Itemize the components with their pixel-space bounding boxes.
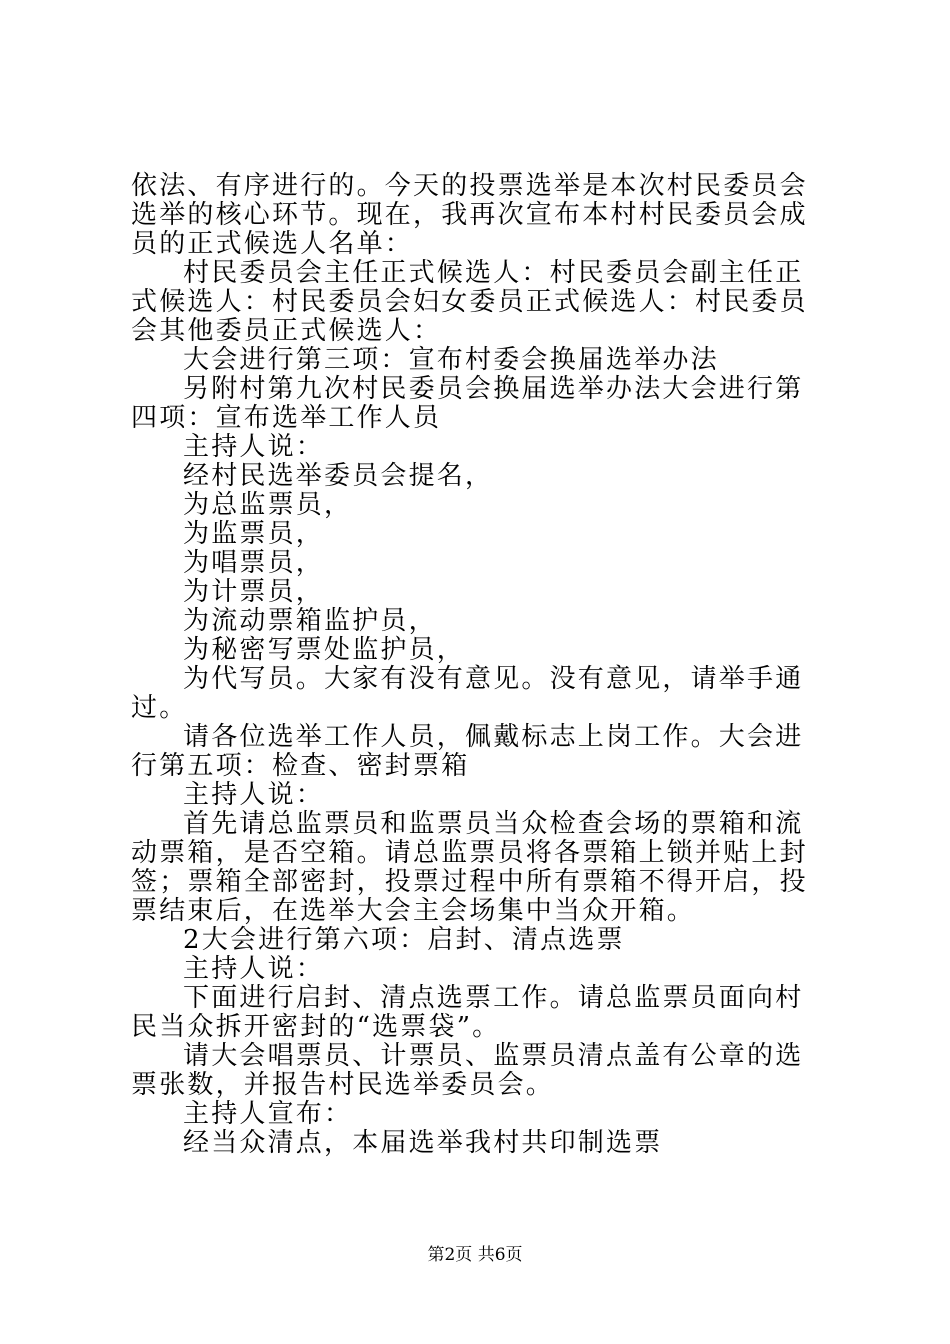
paragraph: 请大会唱票员、计票员、监票员清点盖有公章的选票张数，并报告村民选举委员会。	[131, 1041, 804, 1100]
paragraph: 为总监票员，	[183, 490, 353, 520]
paragraph: 2大会进行第六项：启封、清点选票	[183, 925, 625, 955]
document-body	[131, 172, 831, 1158]
page-number: 第2页 共6页	[427, 1245, 523, 1265]
paragraph: 依法、有序进行的。今天的投票选举是本次村民委员会选举的核心环节。现在，我再次宣布本村村民委员会成员的正式候选人名单：	[131, 171, 808, 259]
paragraph: 为流动票箱监护员，	[183, 606, 437, 636]
paragraph: 主持人说：	[183, 954, 325, 984]
paragraph: 另附村第九次村民委员会换届选举办法大会进行第四项：宣布选举工作人员	[131, 374, 804, 433]
paragraph: 村民委员会主任正式候选人：村民委员会副主任正式候选人：村民委员会妇女委员正式候选人：村民委员会其他委员正式候选人：	[131, 258, 808, 346]
page-footer	[0, 1244, 950, 1266]
paragraph: 下面进行启封、清点选票工作。请总监票员面向村民当众拆开密封的“选票袋”。	[131, 983, 804, 1042]
paragraph: 为监票员，	[183, 519, 325, 549]
paragraph: 请各位选举工作人员，佩戴标志上岗工作。大会进行第五项：检查、密封票箱	[131, 722, 804, 781]
paragraph: 主持人宣布：	[183, 1099, 353, 1129]
paragraph: 主持人说：	[183, 432, 325, 462]
paragraph: 为唱票员，	[183, 548, 325, 578]
paragraph: 经村民选举委员会提名，	[183, 461, 494, 491]
paragraph: 经当众清点，本届选举我村共印制选票	[183, 1128, 663, 1158]
paragraph: 主持人说：	[183, 780, 325, 810]
paragraph: 为秘密写票处监护员，	[183, 635, 466, 665]
paragraph: 为代写员。大家有没有意见。没有意见，请举手通过。	[131, 664, 804, 723]
paragraph: 首先请总监票员和监票员当众检查会场的票箱和流动票箱，是否空箱。请总监票员将各票箱上锁并贴上封签；票箱全部密封，投票过程中所有票箱不得开启，投票结束后，在选举大会主会场集中当众开箱。	[131, 809, 808, 926]
paragraph: 为计票员，	[183, 577, 325, 607]
paragraph: 大会进行第三项：宣布村委会换届选举办法	[183, 345, 719, 375]
